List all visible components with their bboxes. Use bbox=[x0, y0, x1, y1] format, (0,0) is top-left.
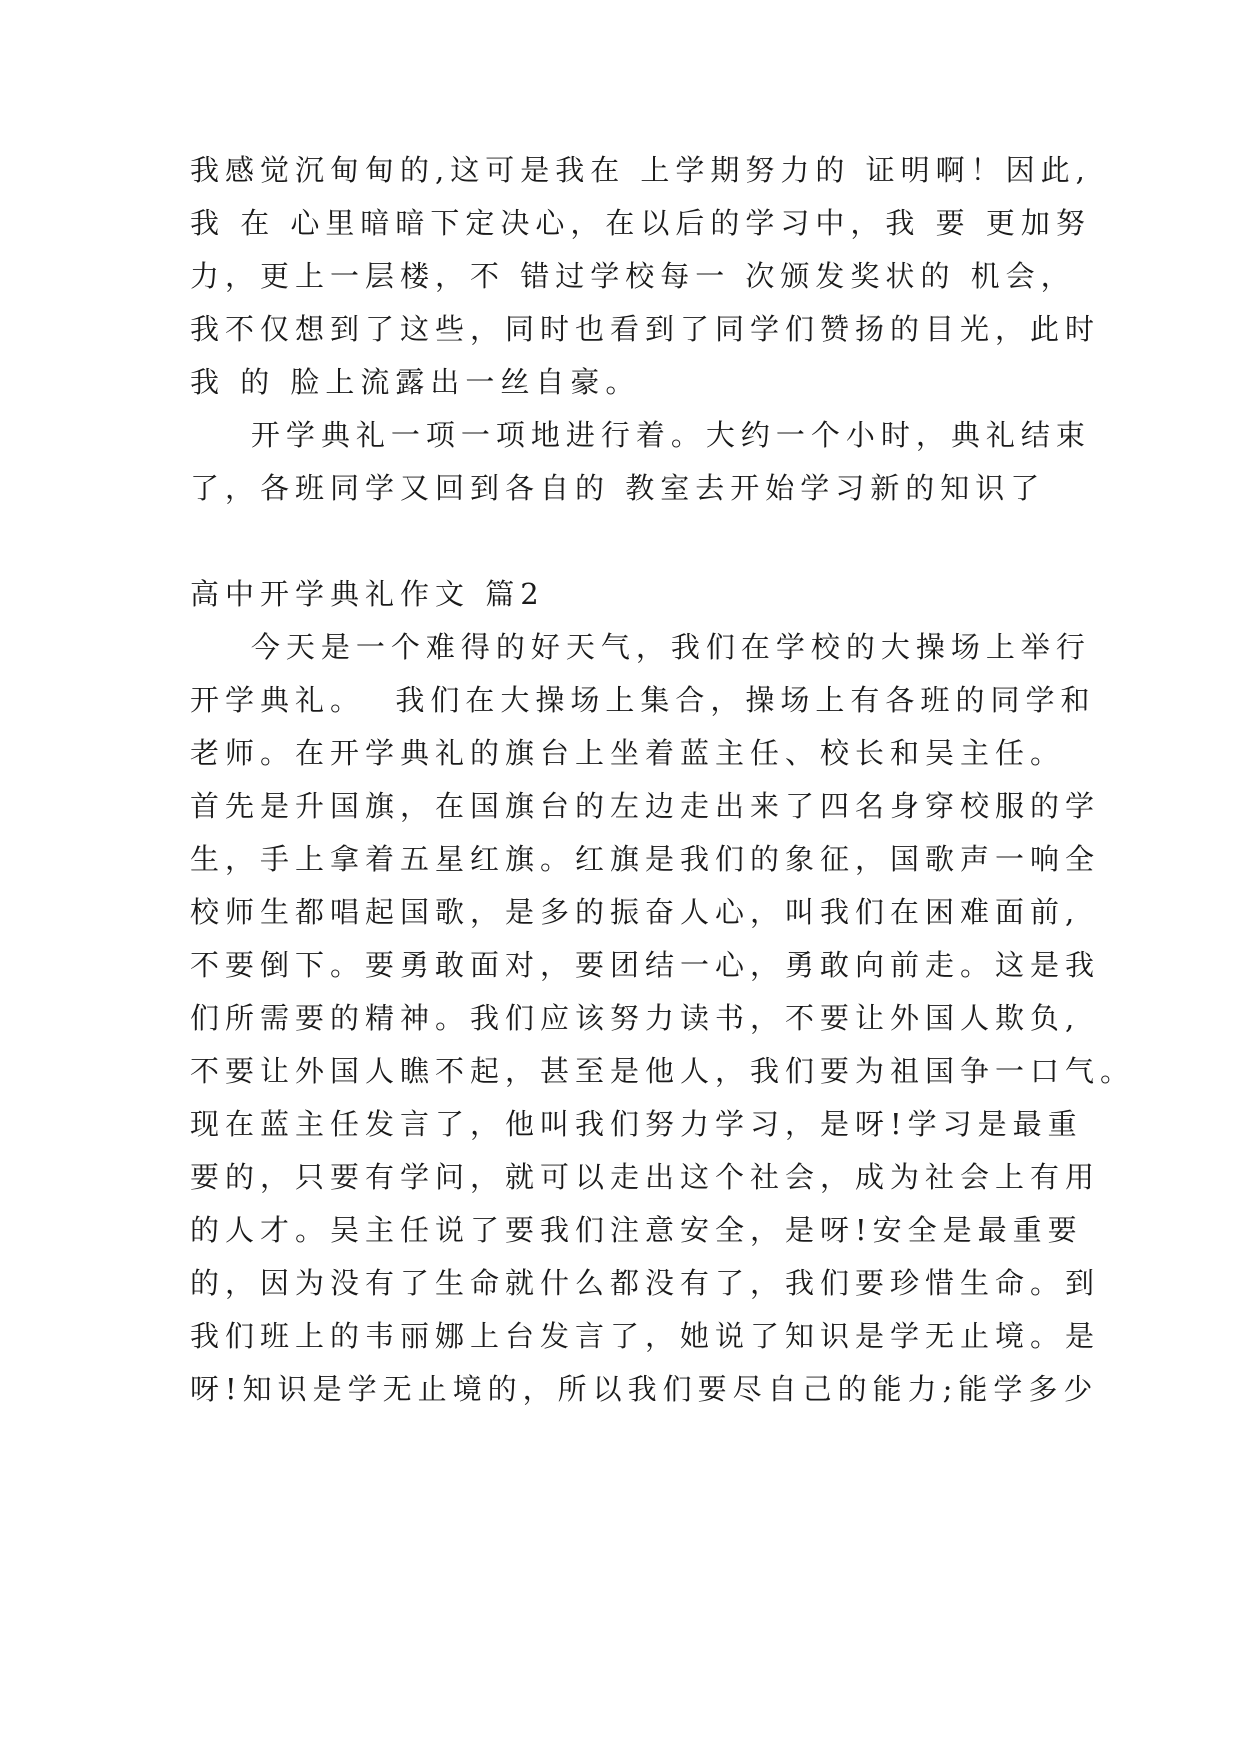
text-line: 校师生都唱起国歌，是多的振奋人心，叫我们在困难面前, bbox=[190, 895, 1081, 929]
text-line: 我 在 心里暗暗下定决心，在以后的学习中，我 要 更加努 bbox=[190, 206, 1091, 240]
text-line: 了，各班同学又回到各自的 教室去开始学习新的知识了 bbox=[190, 471, 1046, 505]
text-line: 今天是一个难得的好天气，我们在学校的大操场上举行 bbox=[190, 630, 1091, 664]
text-line: 的人才。吴主任说了要我们注意安全，是呀!安全是最重要 bbox=[190, 1213, 1083, 1247]
text-line: 老师。在开学典礼的旗台上坐着蓝主任、校长和吴主任。 bbox=[190, 736, 1066, 770]
section-heading: 高中开学典礼作文 篇2 bbox=[190, 577, 545, 611]
text-line: 开学典礼。 我们在大操场上集合，操场上有各班的同学和 bbox=[190, 683, 1096, 717]
text-line: 现在蓝主任发言了，他叫我们努力学习，是呀!学习是最重 bbox=[190, 1107, 1083, 1141]
text-line: 我 的 脸上流露出一丝自豪。 bbox=[190, 365, 641, 399]
text-line: 不要倒下。要勇敢面对，要团结一心，勇敢向前走。这是我 bbox=[190, 948, 1101, 982]
text-line: 呀!知识是学无止境的，所以我们要尽自己的能力;能学多少 bbox=[190, 1372, 1099, 1406]
text-line: 我们班上的韦丽娜上台发言了，她说了知识是学无止境。是 bbox=[190, 1319, 1101, 1353]
text-line: 生，手上拿着五星红旗。红旗是我们的象征，国歌声一响全 bbox=[190, 842, 1101, 876]
text-line: 不要让外国人瞧不起，甚至是他人，我们要为祖国争一口气。 bbox=[190, 1054, 1136, 1088]
text-line: 要的，只要有学问，就可以走出这个社会，成为社会上有用 bbox=[190, 1160, 1101, 1194]
text-line: 开学典礼一项一项地进行着。大约一个小时，典礼结束 bbox=[190, 418, 1091, 452]
text-line: 力，更上一层楼，不 错过学校每一 次颁发奖状的 机会， bbox=[190, 259, 1076, 293]
text-line: 们所需要的精神。我们应该努力读书，不要让外国人欺负, bbox=[190, 1001, 1081, 1035]
text-line: 我不仅想到了这些，同时也看到了同学们赞扬的目光，此时 bbox=[190, 312, 1101, 346]
text-line: 首先是升国旗，在国旗台的左边走出来了四名身穿校服的学 bbox=[190, 789, 1101, 823]
text-line: 我感觉沉甸甸的,这可是我在 上学期努力的 证明啊！因此, bbox=[190, 153, 1091, 187]
text-line: 的，因为没有了生命就什么都没有了，我们要珍惜生命。到 bbox=[190, 1266, 1101, 1300]
